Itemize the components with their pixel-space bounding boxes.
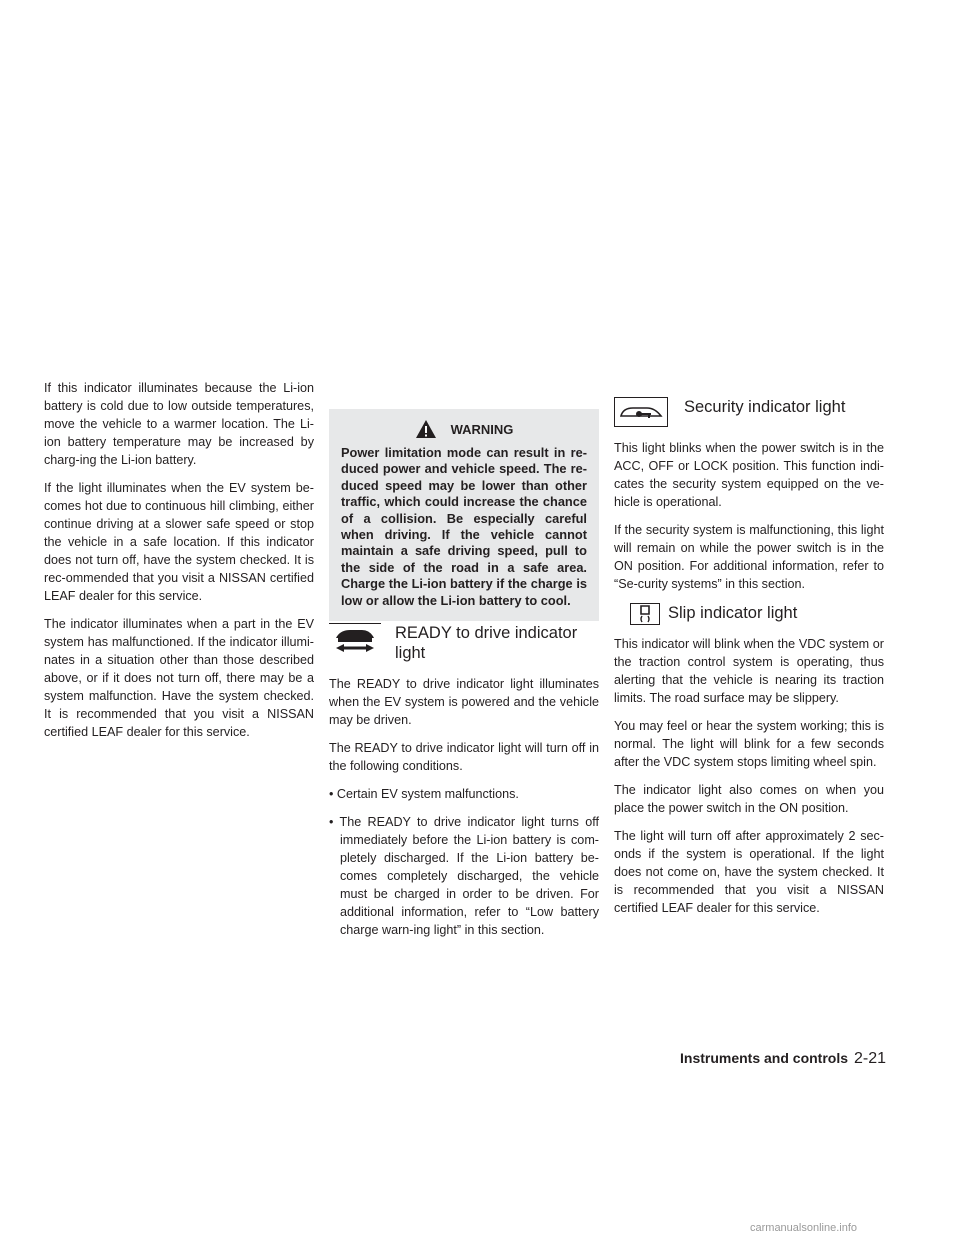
section-title: Security indicator light bbox=[684, 398, 846, 416]
paragraph: This light blinks when the power switch is in the ACC, OFF or LOCK position. This function indi-cates the security system equipped on the ve-hicle is operational. bbox=[614, 441, 884, 509]
paragraph: If the security system is malfunctioning, this light will remain on while the power switch is in the ON position. For additional information, refer to “Se-curity systems” in this section. bbox=[614, 523, 884, 591]
watermark: carmanualsonline.info bbox=[750, 1222, 858, 1234]
section-title: Slip indicator light bbox=[668, 604, 798, 622]
warning-title: WARNING bbox=[450, 421, 514, 437]
paragraph: The READY to drive indicator light will turn off in the following conditions. bbox=[329, 741, 599, 774]
paragraph: The READY to drive indicator light illuminates when the EV system is powered and the vehicle may be driven. bbox=[329, 677, 599, 728]
column-left bbox=[44, 379, 314, 751]
paragraph: If this indicator illuminates because the Li-ion battery is cold due to low outside temperatures, move the vehicle to a warmer location. The Li-ion battery temperature may be increased by charg-ing the Li-ion battery. bbox=[44, 381, 314, 467]
paragraph: You may feel or hear the system working; this is normal. The light will blink for a few seconds after the VDC system stops limiting wheel spin. bbox=[614, 719, 884, 769]
column-right bbox=[614, 379, 884, 927]
warning-box bbox=[329, 409, 599, 621]
warning-header bbox=[341, 419, 587, 439]
section-heading-ready bbox=[329, 623, 599, 663]
column-middle bbox=[329, 379, 599, 949]
car-key-icon bbox=[614, 397, 668, 427]
car-arrow-icon bbox=[329, 623, 381, 657]
section-title: READY to drive indicator light bbox=[395, 624, 578, 663]
footer-section-title: Instruments and controls bbox=[680, 1050, 849, 1066]
list-item: • Certain EV system malfunctions. bbox=[329, 787, 519, 802]
slip-car-icon bbox=[630, 603, 660, 625]
list-item: • The READY to drive indicator light turns off immediately before the Li-ion battery is com-pletely discharged. If the Li-ion battery be-comes completely discharged, the vehicle must be charged in order to be driven. For additional information, refer to “Low battery charge warn-ing light” in this section. bbox=[329, 815, 599, 938]
page-number: 2-21 bbox=[854, 1050, 887, 1067]
paragraph: This indicator will blink when the VDC system or the traction control system is operating, thus alerting that the vehicle is nearing its traction limits. The road surface may be slippery. bbox=[614, 637, 884, 705]
warning-triangle-icon bbox=[415, 419, 437, 439]
warning-text: Power limitation mode can result in re-duced power and vehicle speed. The re-duced speed may be lower than other traffic, which could increase the chance of a collision. Be especially careful when driving. If the vehicle cannot maintain a safe driving speed, pull to the side of the road in a safe area. Charge the Li-ion battery if the charge is low or allow the Li-ion battery to cool. bbox=[341, 445, 587, 608]
paragraph: The indicator illuminates when a part in the EV system has malfunctioned. If the indicator illumi-nates in a situation other than those described above, or if it does not turn off, there may be a system malfunction. Have the system checked. It is recommended that you visit a NISSAN certified LEAF dealer for this service. bbox=[44, 617, 314, 739]
section-heading-slip bbox=[614, 603, 884, 625]
paragraph: The indicator light also comes on when you place the power switch in the ON position. bbox=[614, 783, 884, 815]
paragraph: If the light illuminates when the EV system be-comes hot due to continuous hill climbing, either continue driving at a slower safe speed or stop the vehicle in a safe location. If this indicator does not turn off, have the system checked. It is rec-ommended that you visit a NISSAN certified LEAF dealer for this service. bbox=[44, 481, 314, 603]
section-heading-security bbox=[614, 397, 884, 427]
page-footer bbox=[680, 1050, 886, 1068]
paragraph: The light will turn off after approximately 2 sec-onds if the system is operational. If the light does not come on, have the system checked. It is recommended that you visit a NISSAN certified LEAF dealer for this service. bbox=[614, 829, 884, 915]
